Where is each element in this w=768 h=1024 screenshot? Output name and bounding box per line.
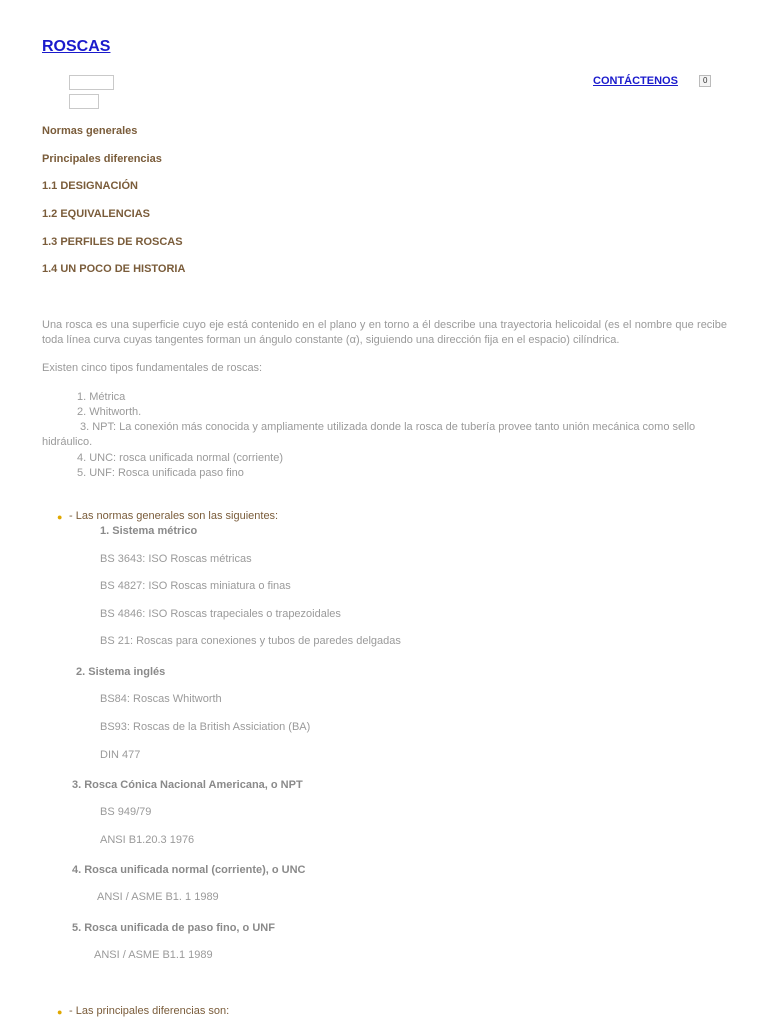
normas-bullet: - Las normas generales son las siguientes: <box>69 510 279 522</box>
intro-paragraph: Una rosca es una superficie cuyo eje está contenido en el plano y en torno a él describe una trayectoria helicoidal (es el nombre que recibe toda línea curva cuyas tangentes forman un ángulo constante (α), siguiendo una dirección fija en el espacio) cilíndrica. <box>42 319 727 346</box>
sistema-ingles-title: 2. Sistema inglés <box>76 666 166 678</box>
s5-item-1: ANSI / ASME B1.1 1989 <box>94 949 213 961</box>
nav-equivalencias[interactable]: 1.2 EQUIVALENCIAS <box>42 208 150 220</box>
nav-historia[interactable]: 1.4 UN POCO DE HISTORIA <box>42 263 186 275</box>
nav-normas-generales[interactable]: Normas generales <box>42 125 138 137</box>
type-item-1: 1. Métrica <box>77 391 126 403</box>
type-item-4: 4. UNC: rosca unificada normal (corriente) <box>77 452 284 464</box>
bullet-dot-icon: ● <box>57 512 63 522</box>
s1-item-4: BS 21: Roscas para conexiones y tubos de paredes delgadas <box>100 635 401 647</box>
type-item-3: 3. NPT: La conexión más conocida y ampliamente utilizada donde la rosca de tubería provee tanto unión mecánica como sello <box>80 421 696 433</box>
empty-field-1[interactable] <box>69 75 114 90</box>
s2-item-1: BS84: Roscas Whitworth <box>100 693 222 705</box>
s1-item-3: BS 4846: ISO Roscas trapeciales o trapezoidales <box>100 608 341 620</box>
unc-title: 4. Rosca unificada normal (corriente), o UNC <box>72 864 306 876</box>
npt-title: 3. Rosca Cónica Nacional Americana, o NPT <box>72 779 303 791</box>
s3-item-2: ANSI B1.20.3 1976 <box>100 834 195 846</box>
s4-item-1: ANSI / ASME B1. 1 1989 <box>97 891 219 903</box>
count-badge: 0 <box>699 75 711 87</box>
unf-title: 5. Rosca unificada de paso fino, o UNF <box>72 922 275 934</box>
type-item-3-cont: hidráulico. <box>42 436 93 448</box>
type-item-5: 5. UNF: Rosca unificada paso fino <box>77 467 244 479</box>
nav-designacion[interactable]: 1.1 DESIGNACIÓN <box>42 180 138 192</box>
nav-principales-diferencias[interactable]: Principales diferencias <box>42 153 162 165</box>
s1-item-1: BS 3643: ISO Roscas métricas <box>100 553 252 565</box>
sistema-metrico-title: 1. Sistema métrico <box>100 525 198 537</box>
diferencias-bullet: - Las principales diferencias son: <box>69 1005 230 1017</box>
s2-item-3: DIN 477 <box>100 749 141 761</box>
s1-item-2: BS 4827: ISO Roscas miniatura o finas <box>100 580 291 592</box>
nav-perfiles[interactable]: 1.3 PERFILES DE ROSCAS <box>42 236 183 248</box>
types-intro: Existen cinco tipos fundamentales de roscas: <box>42 362 263 374</box>
bullet-dot-icon-2: ● <box>57 1007 63 1017</box>
empty-field-2[interactable] <box>69 94 99 109</box>
page-title[interactable]: ROSCAS <box>42 38 111 55</box>
contact-link[interactable]: CONTÁCTENOS <box>593 75 678 87</box>
type-item-2: 2. Whitworth. <box>77 406 142 418</box>
s3-item-1: BS 949/79 <box>100 806 152 818</box>
s2-item-2: BS93: Roscas de la British Assiciation (BA) <box>100 721 311 733</box>
